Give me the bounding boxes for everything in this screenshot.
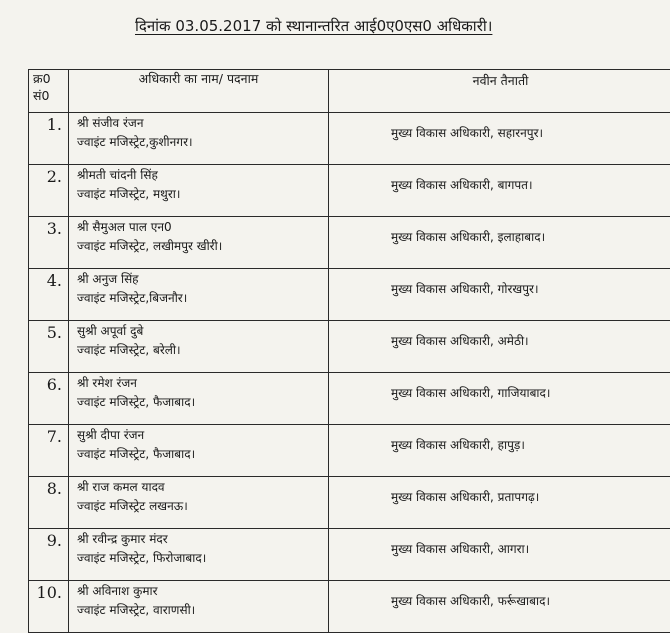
header-serial: क्र0 सं0 — [29, 70, 69, 113]
row-serial: 6. — [29, 373, 69, 425]
officer-designation: ज्वाइंट मजिस्ट्रेट, बरेली। — [77, 341, 328, 360]
table-row — [29, 425, 670, 477]
row-serial: 9. — [29, 529, 69, 581]
new-posting: मुख्य विकास अधिकारी, अमेठी। — [329, 321, 670, 373]
officer-name: श्री रमेश रंजन — [77, 374, 328, 393]
header-posting: नवीन तैनाती — [329, 70, 670, 113]
new-posting: मुख्य विकास अधिकारी, प्रतापगढ़। — [329, 477, 670, 529]
officer-designation: ज्वाइंट मजिस्ट्रेट, मथुरा। — [77, 185, 328, 204]
new-posting: मुख्य विकास अधिकारी, गाजियाबाद। — [329, 373, 670, 425]
officer-cell — [69, 425, 329, 477]
table-row — [29, 217, 670, 269]
officer-cell — [69, 373, 329, 425]
officer-designation: ज्वाइंट मजिस्ट्रेट, फैजाबाद। — [77, 393, 328, 412]
new-posting: मुख्य विकास अधिकारी, हापुड़। — [329, 425, 670, 477]
table-row — [29, 321, 670, 373]
row-serial: 2. — [29, 165, 69, 217]
officer-name: सुश्री अपूर्वा दुबे — [77, 322, 328, 341]
row-serial: 8. — [29, 477, 69, 529]
new-posting: मुख्य विकास अधिकारी, सहारनपुर। — [329, 113, 670, 165]
new-posting: मुख्य विकास अधिकारी, गोरखपुर। — [329, 269, 670, 321]
new-posting: मुख्य विकास अधिकारी, फर्रूखाबाद। — [329, 581, 670, 633]
officer-name: सुश्री दीपा रंजन — [77, 426, 328, 445]
officer-designation: ज्वाइंट मजिस्ट्रेट लखनऊ। — [77, 497, 328, 516]
officer-name: श्री राज कमल यादव — [77, 478, 328, 497]
table-row — [29, 269, 670, 321]
officer-designation: ज्वाइंट मजिस्ट्रेट, फिरोजाबाद। — [77, 549, 328, 568]
row-serial: 5. — [29, 321, 69, 373]
officer-designation: ज्वाइंट मजिस्ट्रेट, फैजाबाद। — [77, 445, 328, 464]
officer-name: श्रीमती चांदनी सिंह — [77, 166, 328, 185]
officer-cell — [69, 217, 329, 269]
header-name: अधिकारी का नाम/ पदनाम — [69, 70, 329, 113]
officer-name: श्री अनुज सिंह — [77, 270, 328, 289]
officer-cell — [69, 581, 329, 633]
table-row — [29, 373, 670, 425]
table-row — [29, 581, 670, 633]
officer-designation: ज्वाइंट मजिस्ट्रेट, वाराणसी। — [77, 601, 328, 620]
officer-name: श्री अविनाश कुमार — [77, 582, 328, 601]
row-serial: 10. — [29, 581, 69, 633]
transfer-table — [28, 69, 670, 633]
table-header-row — [29, 70, 670, 113]
officer-designation: ज्वाइंट मजिस्ट्रेट,बिजनौर। — [77, 289, 328, 308]
officer-cell — [69, 269, 329, 321]
row-serial: 7. — [29, 425, 69, 477]
officer-name: श्री सैमुअल पाल एन0 — [77, 218, 328, 237]
new-posting: मुख्य विकास अधिकारी, बागपत। — [329, 165, 670, 217]
officer-cell — [69, 321, 329, 373]
officer-name: श्री संजीव रंजन — [77, 114, 328, 133]
table-row — [29, 165, 670, 217]
new-posting: मुख्य विकास अधिकारी, आगरा। — [329, 529, 670, 581]
table-row — [29, 529, 670, 581]
officer-designation: ज्वाइंट मजिस्ट्रेट,कुशीनगर। — [77, 133, 328, 152]
new-posting: मुख्य विकास अधिकारी, इलाहाबाद। — [329, 217, 670, 269]
officer-cell — [69, 113, 329, 165]
table-row — [29, 113, 670, 165]
officer-designation: ज्वाइंट मजिस्ट्रेट, लखीमपुर खीरी। — [77, 237, 328, 256]
page-title: दिनांक 03.05.2017 को स्थानान्तरित आई0ए0एस0 अधिकारी। — [135, 16, 492, 36]
row-serial: 1. — [29, 113, 69, 165]
row-serial: 4. — [29, 269, 69, 321]
officer-cell — [69, 529, 329, 581]
officer-cell — [69, 165, 329, 217]
officer-name: श्री रवीन्द्र कुमार मंदर — [77, 530, 328, 549]
row-serial: 3. — [29, 217, 69, 269]
